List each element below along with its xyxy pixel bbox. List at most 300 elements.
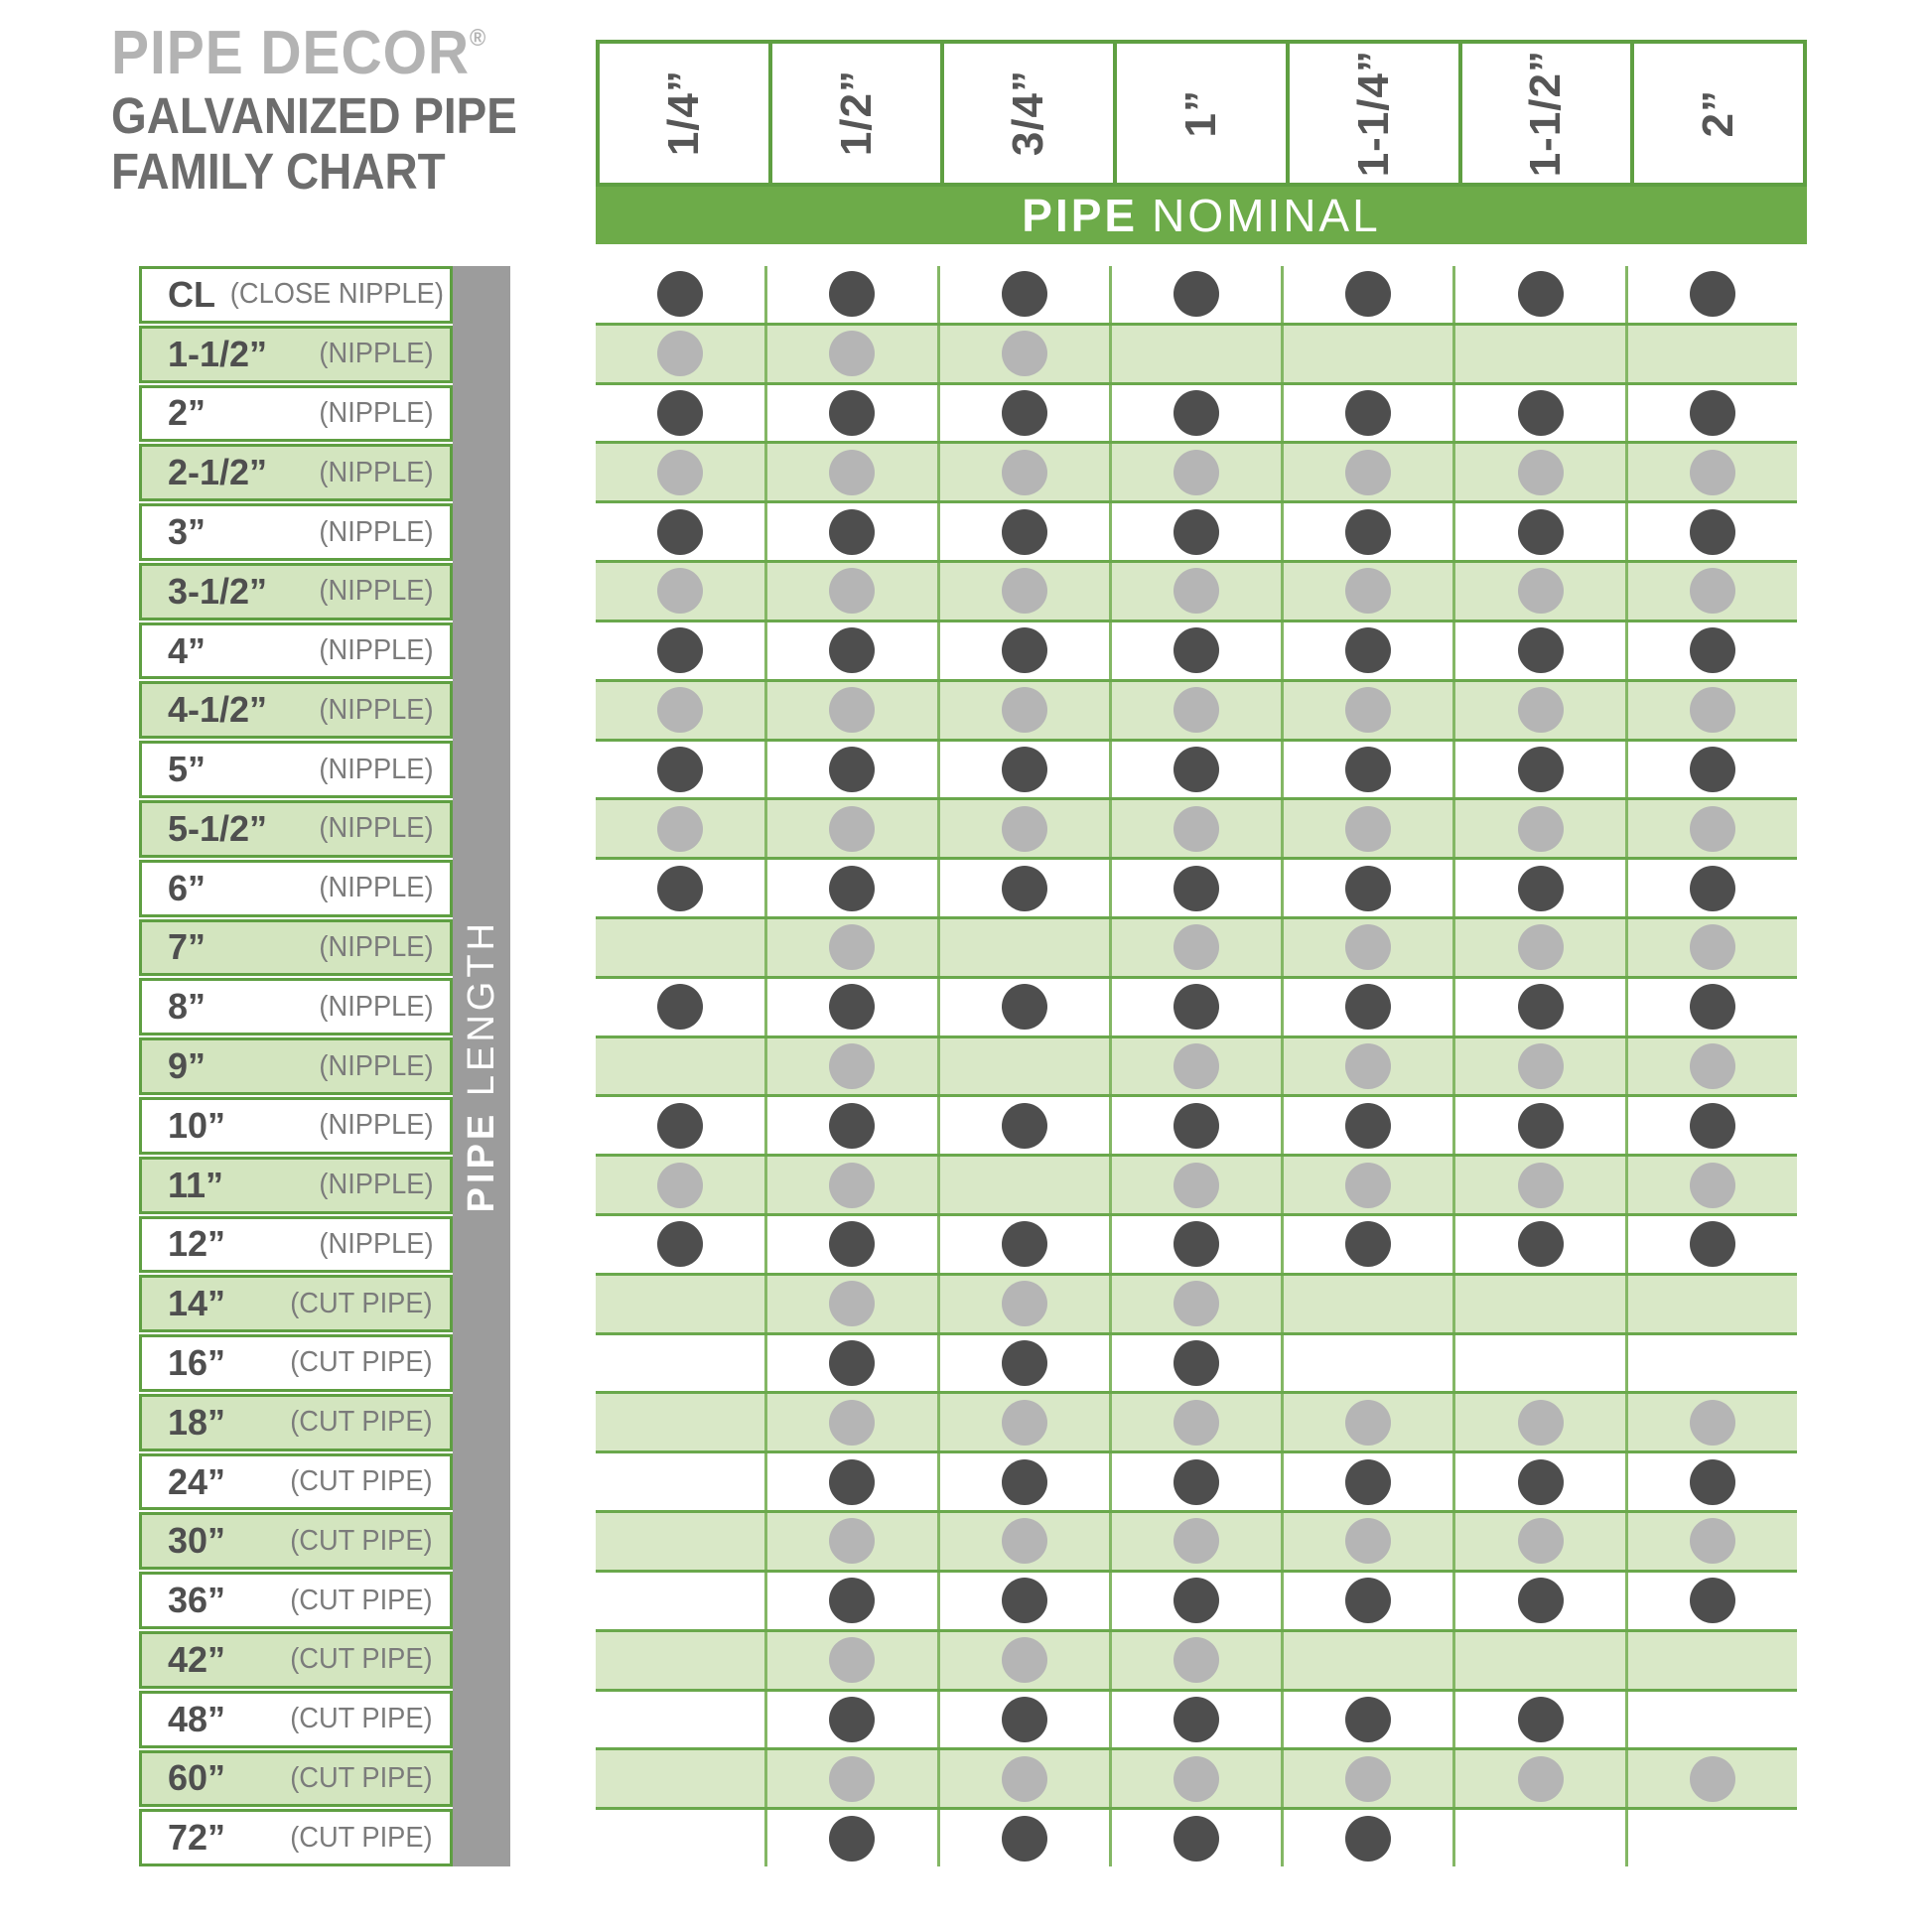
row-size-label: 11” (168, 1164, 224, 1205)
availability-dot-icon (1002, 271, 1047, 317)
availability-dot-icon (1690, 1221, 1735, 1267)
grid-cell (937, 444, 1109, 500)
availability-dot-icon (829, 866, 875, 911)
grid-row (596, 1629, 1797, 1692)
column-header (1630, 44, 1803, 183)
availability-dot-icon (1002, 806, 1047, 852)
availability-dot-icon (657, 1103, 703, 1149)
availability-dot-icon (1345, 271, 1391, 317)
grid-cell (1452, 1513, 1624, 1570)
grid-cell (764, 266, 936, 323)
grid-cell (937, 1394, 1109, 1450)
availability-dot-icon (657, 866, 703, 911)
chart-title-line1: GALVANIZED PIPE (111, 87, 517, 144)
row-label (139, 326, 453, 383)
grid-cell (596, 1513, 764, 1570)
availability-dot-icon (1173, 450, 1219, 495)
grid-cell (1452, 860, 1624, 916)
row-size-label: 18” (168, 1401, 226, 1443)
availability-dot-icon (1518, 1163, 1564, 1208)
availability-dot-icon (1690, 1459, 1735, 1505)
availability-dot-icon (1173, 1281, 1219, 1326)
column-header (600, 44, 768, 183)
grid-row (596, 1391, 1797, 1453)
grid-row (596, 1747, 1797, 1810)
row-size-label: 4-1/2” (168, 689, 268, 731)
column-header-label: 1/4” (658, 69, 708, 157)
grid-cell (937, 266, 1109, 323)
availability-dot-icon (1345, 509, 1391, 555)
grid-row (596, 797, 1797, 860)
column-header-label: 2” (1694, 88, 1743, 138)
row-kind-label: (NIPPLE) (318, 515, 434, 548)
availability-dot-icon (1345, 984, 1391, 1030)
grid-cell (1281, 860, 1452, 916)
grid-cell (1281, 1513, 1452, 1570)
grid-cell (596, 1810, 764, 1866)
grid-cell (1109, 326, 1281, 382)
grid-cell (764, 1573, 936, 1629)
column-header (768, 44, 941, 183)
row-size-label: 9” (168, 1045, 207, 1087)
grid-cell (937, 1750, 1109, 1807)
grid-row (596, 385, 1797, 442)
availability-dot-icon (1173, 1756, 1219, 1802)
row-kind-label: (CLOSE NIPPLE) (229, 278, 444, 311)
row-size-label: 16” (168, 1341, 226, 1383)
grid-cell (1109, 1276, 1281, 1332)
grid-cell (1281, 1453, 1452, 1510)
chart-title-line2: FAMILY CHART (111, 143, 446, 200)
column-header-label: 3/4” (1004, 69, 1053, 157)
availability-dot-icon (657, 747, 703, 792)
grid-cell (1452, 1573, 1624, 1629)
availability-dot-icon (1690, 806, 1735, 852)
grid-row (596, 560, 1797, 622)
availability-dot-icon (1518, 806, 1564, 852)
grid-row (596, 323, 1797, 385)
grid-cell (764, 1513, 936, 1570)
grid-cell (1109, 622, 1281, 679)
column-header-label: 1-1/4” (1348, 49, 1398, 178)
grid-cell (937, 979, 1109, 1035)
grid-cell (1452, 444, 1624, 500)
availability-dot-icon (1690, 1043, 1735, 1089)
grid-cell (1625, 1692, 1797, 1748)
row-kind-label: (CUT PIPE) (290, 1584, 434, 1616)
availability-dot-icon (829, 687, 875, 733)
grid-cell (1109, 1632, 1281, 1689)
grid-cell (596, 326, 764, 382)
grid-cell (1452, 1276, 1624, 1332)
grid-cell (1452, 1097, 1624, 1154)
row-label (139, 919, 453, 977)
grid-cell (1281, 1276, 1452, 1332)
column-header (1286, 44, 1458, 183)
availability-dot-icon (1173, 1043, 1219, 1089)
availability-dot-icon (1173, 984, 1219, 1030)
grid-cell (1452, 622, 1624, 679)
grid-cell (764, 979, 936, 1035)
row-label (139, 622, 453, 680)
grid-cell (937, 682, 1109, 739)
availability-dot-icon (1690, 687, 1735, 733)
availability-dot-icon (1173, 1578, 1219, 1623)
availability-dot-icon (829, 1163, 875, 1208)
grid-cell (1625, 1394, 1797, 1450)
grid-cell (1281, 622, 1452, 679)
grid-cell (1109, 919, 1281, 976)
grid-cell (764, 1276, 936, 1332)
grid-cell (1109, 1513, 1281, 1570)
availability-dot-icon (1173, 1697, 1219, 1742)
grid-cell (764, 1038, 936, 1095)
grid-cell (1625, 1038, 1797, 1095)
grid-cell (937, 1632, 1109, 1689)
grid-cell (764, 1097, 936, 1154)
grid-cell (596, 1692, 764, 1748)
row-label (139, 1512, 453, 1570)
grid-cell (764, 1453, 936, 1510)
availability-dot-icon (1690, 568, 1735, 614)
grid-cell (1109, 1750, 1281, 1807)
row-kind-label: (NIPPLE) (318, 990, 434, 1023)
row-kind-label: (NIPPLE) (318, 872, 434, 904)
availability-dot-icon (1690, 1518, 1735, 1564)
row-size-label: 3” (168, 511, 207, 553)
grid-cell (1281, 682, 1452, 739)
availability-dot-icon (1690, 924, 1735, 970)
availability-dot-icon (657, 271, 703, 317)
grid-cell (764, 1810, 936, 1866)
grid-cell (764, 1750, 936, 1807)
availability-dot-icon (1518, 390, 1564, 436)
grid-cell (1625, 860, 1797, 916)
row-kind-label: (CUT PIPE) (290, 1287, 434, 1319)
grid-row (596, 742, 1797, 798)
row-size-label: 4” (168, 629, 207, 671)
availability-dot-icon (1345, 1697, 1391, 1742)
row-label (139, 1750, 453, 1808)
row-label (139, 1394, 453, 1451)
grid-cell (1625, 800, 1797, 857)
availability-dot-icon (1690, 1756, 1735, 1802)
grid-cell (596, 682, 764, 739)
grid-cell (1281, 1750, 1452, 1807)
grid-cell (937, 1335, 1109, 1392)
grid-cell (596, 1573, 764, 1629)
grid-cell (596, 979, 764, 1035)
grid-cell (764, 563, 936, 620)
grid-row (596, 1335, 1797, 1392)
grid-cell (1625, 326, 1797, 382)
column-header-label: 1-1/2” (1521, 49, 1571, 178)
grid-cell (1281, 1335, 1452, 1392)
column-header (1113, 44, 1286, 183)
row-size-label: 6” (168, 867, 207, 908)
grid-cell (1281, 1157, 1452, 1213)
row-size-label: 1-1/2” (168, 333, 268, 374)
availability-dot-icon (1345, 1103, 1391, 1149)
availability-dot-icon (1518, 1459, 1564, 1505)
grid-row (596, 503, 1797, 560)
grid-cell (596, 444, 764, 500)
grid-cell (1452, 266, 1624, 323)
grid-cell (1625, 1335, 1797, 1392)
availability-dot-icon (1002, 1459, 1047, 1505)
grid-cell (1452, 1335, 1624, 1392)
availability-dot-icon (1002, 747, 1047, 792)
grid-cell (764, 742, 936, 798)
grid-cell (1109, 1038, 1281, 1095)
grid-cell (937, 622, 1109, 679)
grid-cell (1109, 979, 1281, 1035)
availability-dot-icon (1518, 1103, 1564, 1149)
grid-cell (1625, 563, 1797, 620)
grid-cell (596, 563, 764, 620)
grid-cell (1625, 979, 1797, 1035)
grid-cell (1452, 1157, 1624, 1213)
availability-dot-icon (1345, 866, 1391, 911)
grid-cell (1109, 563, 1281, 620)
grid-cell (596, 1038, 764, 1095)
row-kind-label: (NIPPLE) (318, 634, 434, 667)
grid-cell (1452, 1810, 1624, 1866)
row-kind-label: (NIPPLE) (318, 1169, 434, 1201)
grid-row (596, 1216, 1797, 1273)
grid-cell (1625, 1810, 1797, 1866)
availability-dot-icon (657, 1221, 703, 1267)
column-headers (596, 40, 1807, 187)
availability-dot-icon (1002, 866, 1047, 911)
availability-dot-icon (1690, 627, 1735, 673)
availability-dot-grid (596, 266, 1797, 1866)
availability-dot-icon (1690, 1578, 1735, 1623)
row-label (139, 444, 453, 501)
row-label (139, 1691, 453, 1748)
availability-dot-icon (1518, 271, 1564, 317)
availability-dot-icon (657, 806, 703, 852)
grid-cell (1109, 444, 1281, 500)
availability-dot-icon (1173, 687, 1219, 733)
grid-cell (1281, 1216, 1452, 1273)
availability-dot-icon (1173, 1816, 1219, 1862)
row-size-label: 30” (168, 1520, 226, 1562)
row-size-label: 5-1/2” (168, 807, 268, 849)
grid-cell (1109, 503, 1281, 560)
grid-cell (1281, 266, 1452, 323)
grid-cell (1281, 919, 1452, 976)
grid-cell (764, 1157, 936, 1213)
availability-dot-icon (1690, 450, 1735, 495)
row-kind-label: (CUT PIPE) (290, 1761, 434, 1794)
grid-cell (1281, 1810, 1452, 1866)
availability-dot-icon (829, 331, 875, 376)
availability-dot-icon (1173, 1459, 1219, 1505)
grid-cell (596, 1097, 764, 1154)
availability-dot-icon (1002, 568, 1047, 614)
availability-dot-icon (1173, 1163, 1219, 1208)
availability-dot-icon (829, 1637, 875, 1683)
grid-cell (1109, 800, 1281, 857)
grid-cell (937, 385, 1109, 442)
row-label (139, 1275, 453, 1332)
grid-cell (764, 800, 936, 857)
availability-dot-icon (657, 1163, 703, 1208)
row-size-label: 2-1/2” (168, 452, 268, 493)
grid-cell (1109, 266, 1281, 323)
availability-dot-icon (1345, 1756, 1391, 1802)
grid-cell (764, 1692, 936, 1748)
grid-cell (1452, 326, 1624, 382)
grid-cell (1109, 1573, 1281, 1629)
availability-dot-icon (1518, 568, 1564, 614)
availability-dot-icon (1690, 1103, 1735, 1149)
grid-cell (1109, 860, 1281, 916)
row-size-label: 60” (168, 1757, 226, 1799)
grid-cell (596, 503, 764, 560)
grid-cell (764, 622, 936, 679)
availability-dot-icon (1173, 747, 1219, 792)
row-kind-label: (NIPPLE) (318, 338, 434, 370)
availability-dot-icon (1518, 747, 1564, 792)
availability-dot-icon (1173, 1340, 1219, 1386)
grid-cell (1625, 1453, 1797, 1510)
availability-dot-icon (1690, 271, 1735, 317)
grid-cell (1281, 1632, 1452, 1689)
row-size-label: 2” (168, 392, 207, 434)
row-label (139, 1809, 453, 1866)
availability-dot-icon (1518, 450, 1564, 495)
availability-dot-icon (1002, 1756, 1047, 1802)
row-label-column (139, 266, 453, 1866)
grid-cell (937, 1513, 1109, 1570)
column-header-label: 1/2” (831, 69, 881, 157)
grid-cell (1452, 385, 1624, 442)
grid-cell (1109, 1692, 1281, 1748)
availability-dot-icon (829, 390, 875, 436)
grid-cell (1625, 1750, 1797, 1807)
grid-row (596, 1154, 1797, 1216)
grid-cell (1109, 742, 1281, 798)
grid-cell (764, 919, 936, 976)
grid-cell (1109, 1810, 1281, 1866)
availability-dot-icon (1173, 509, 1219, 555)
grid-cell (1625, 622, 1797, 679)
availability-dot-icon (1002, 1697, 1047, 1742)
availability-dot-icon (1518, 1400, 1564, 1446)
grid-cell (1452, 919, 1624, 976)
grid-row (596, 1573, 1797, 1629)
banner-bold-word: PIPE (1022, 190, 1139, 241)
grid-row (596, 1810, 1797, 1866)
grid-row (596, 622, 1797, 679)
row-label (139, 1453, 453, 1511)
availability-dot-icon (657, 390, 703, 436)
availability-dot-icon (829, 1103, 875, 1149)
grid-cell (1452, 742, 1624, 798)
grid-cell (1452, 1216, 1624, 1273)
availability-dot-icon (1345, 390, 1391, 436)
availability-dot-icon (829, 1697, 875, 1742)
grid-cell (937, 1038, 1109, 1095)
row-size-label: 12” (168, 1223, 226, 1265)
grid-cell (1281, 563, 1452, 620)
availability-dot-icon (1345, 1816, 1391, 1862)
grid-cell (596, 1453, 764, 1510)
grid-cell (596, 1216, 764, 1273)
availability-dot-icon (1690, 866, 1735, 911)
availability-dot-icon (1002, 984, 1047, 1030)
row-kind-label: (NIPPLE) (318, 1049, 434, 1082)
availability-dot-icon (829, 1459, 875, 1505)
grid-row (596, 1692, 1797, 1748)
grid-cell (937, 1157, 1109, 1213)
grid-cell (937, 1453, 1109, 1510)
availability-dot-icon (1002, 331, 1047, 376)
availability-dot-icon (657, 568, 703, 614)
grid-cell (937, 1216, 1109, 1273)
grid-cell (1452, 1750, 1624, 1807)
grid-cell (1281, 503, 1452, 560)
grid-cell (1452, 800, 1624, 857)
availability-dot-icon (1345, 627, 1391, 673)
grid-cell (937, 919, 1109, 976)
availability-dot-icon (1002, 1816, 1047, 1862)
grid-cell (1625, 1216, 1797, 1273)
grid-cell (596, 800, 764, 857)
availability-dot-icon (1690, 390, 1735, 436)
availability-dot-icon (1002, 1518, 1047, 1564)
availability-dot-icon (1002, 1221, 1047, 1267)
availability-dot-icon (1173, 1103, 1219, 1149)
grid-cell (1625, 1573, 1797, 1629)
grid-cell (1625, 1632, 1797, 1689)
row-kind-label: (NIPPLE) (318, 693, 434, 726)
grid-cell (1109, 1157, 1281, 1213)
grid-row (596, 1273, 1797, 1335)
availability-dot-icon (657, 509, 703, 555)
availability-dot-icon (1518, 1221, 1564, 1267)
row-size-label: CL (168, 273, 215, 315)
availability-dot-icon (1173, 390, 1219, 436)
grid-cell (596, 860, 764, 916)
row-size-label: 14” (168, 1283, 226, 1324)
grid-cell (596, 1157, 764, 1213)
row-size-label: 3-1/2” (168, 570, 268, 612)
availability-dot-icon (1345, 806, 1391, 852)
availability-dot-icon (829, 806, 875, 852)
grid-cell (764, 444, 936, 500)
availability-dot-icon (1002, 509, 1047, 555)
availability-dot-icon (1002, 1340, 1047, 1386)
availability-dot-icon (1173, 866, 1219, 911)
availability-dot-icon (1173, 568, 1219, 614)
grid-cell (1109, 1453, 1281, 1510)
grid-cell (596, 919, 764, 976)
column-header (940, 44, 1113, 183)
row-label (139, 978, 453, 1035)
availability-dot-icon (1518, 627, 1564, 673)
logo-block (111, 18, 588, 200)
availability-dot-icon (829, 1756, 875, 1802)
availability-dot-icon (829, 509, 875, 555)
availability-dot-icon (1345, 1459, 1391, 1505)
availability-dot-icon (829, 984, 875, 1030)
row-label (139, 860, 453, 917)
availability-dot-icon (1345, 1578, 1391, 1623)
row-label (139, 1037, 453, 1095)
